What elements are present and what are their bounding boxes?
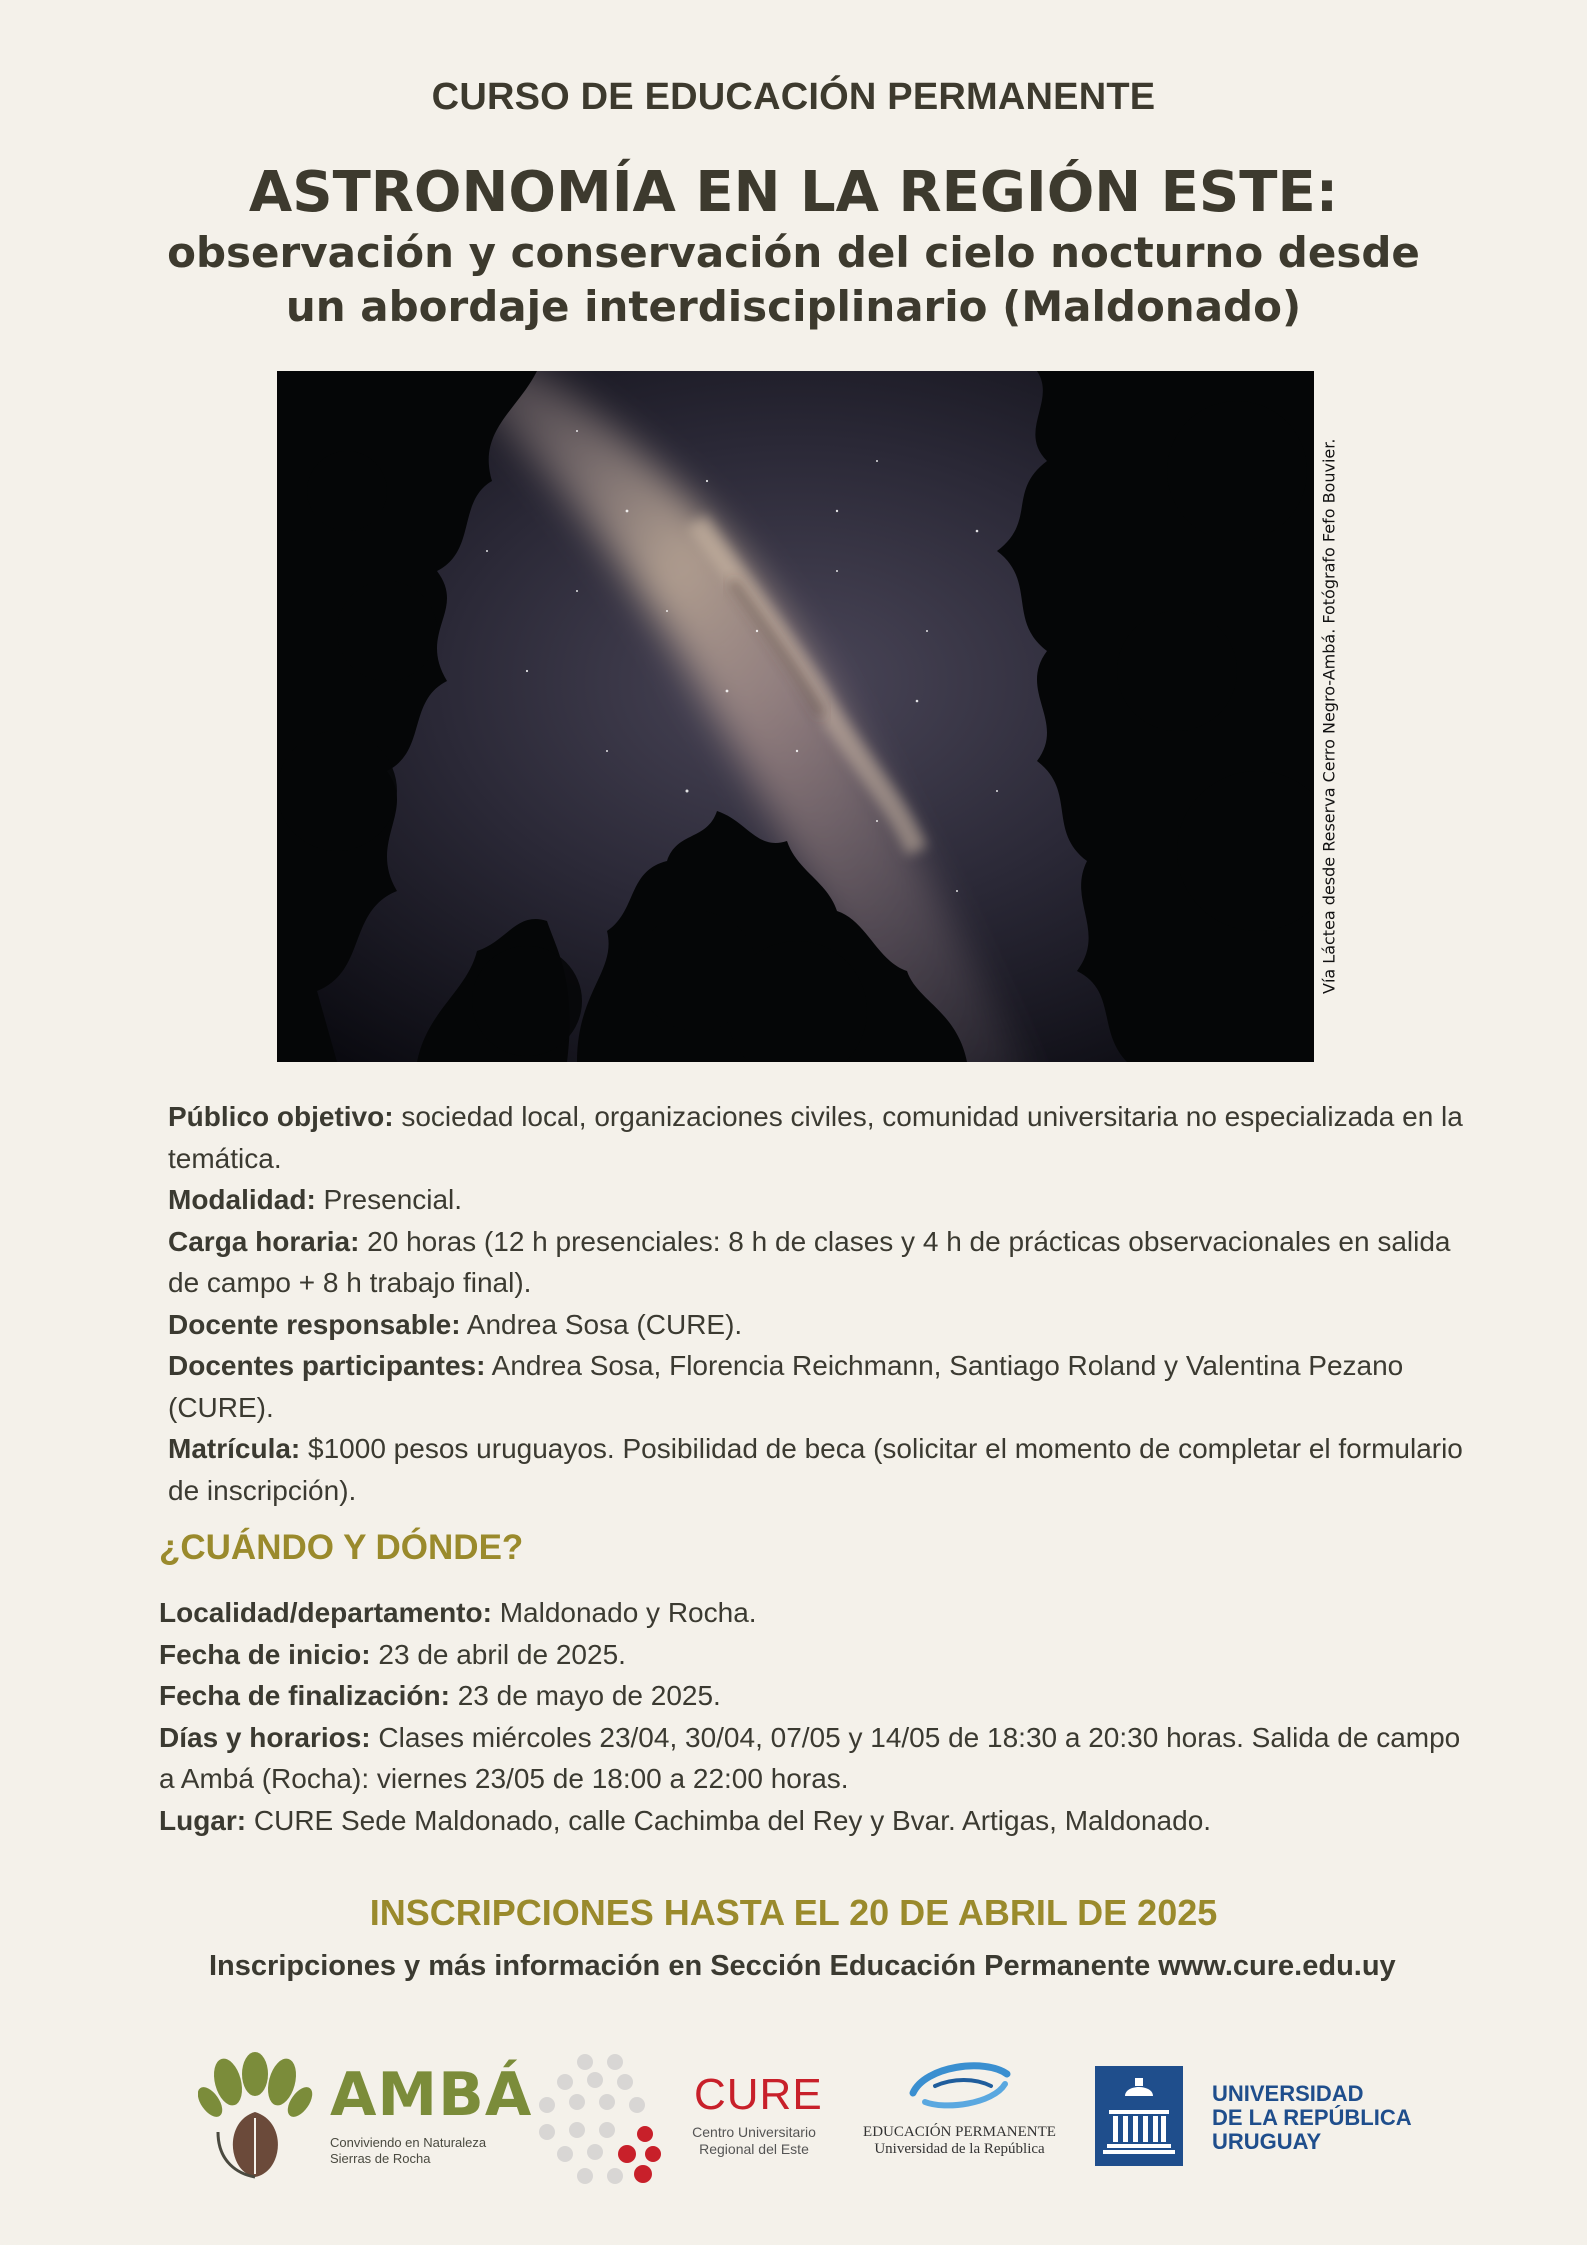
detail-schedule: Días y horarios: Clases miércoles 23/04, 30/04, 07/05 y 14/05 de 18:30 a 20:30 horas. Salida de campo a Ambá (Rocha): viernes 23/05 de 18:00 a 22:00 horas. — [159, 1721, 1461, 1794]
course-kicker: CURSO DE EDUCACIÓN PERMANENTE — [431, 76, 1156, 118]
detail-venue: Lugar: CURE Sede Maldonado, calle Cachimba del Rey y Bvar. Artigas, Maldonado. — [159, 1804, 1212, 1836]
course-details — [168, 1096, 1468, 1511]
course-title: ASTRONOMÍA EN LA REGIÓN ESTE: — [248, 160, 1339, 225]
educacion-permanente-logo-text: EDUCACIÓN PERMANENTE Universidad de la República — [863, 2124, 1056, 2157]
course-subtitle-line2: un abordaje interdisciplinario (Maldonado) — [285, 282, 1302, 331]
milky-way-photo — [277, 371, 1314, 1062]
when-where-heading: ¿CUÁNDO Y DÓNDE? — [159, 1528, 524, 1567]
detail-end-date: Fecha de finalización: 23 de mayo de 2025. — [159, 1680, 721, 1711]
more-info-line: Inscripciones y más información en Sección Educación Permanente www.cure.edu.uy — [209, 1950, 1396, 1982]
when-where-details — [159, 1592, 1479, 1841]
cure-dots-icon — [535, 2050, 675, 2190]
detail-target-audience: Público objetivo: sociedad local, organizaciones civiles, comunidad universitaria no especializada en la temática. — [168, 1101, 1463, 1174]
detail-hours: Carga horaria: 20 horas (12 h presenciales: 8 h de clases y 4 h de prácticas observacionales en salida de campo + 8 h trabajo final). — [168, 1225, 1451, 1298]
detail-lead-teacher: Docente responsable: Andrea Sosa (CURE). — [168, 1308, 743, 1340]
cure-logo-text: CURE — [694, 2070, 823, 2119]
amba-logo-text: AMBÁ — [330, 2060, 533, 2130]
course-subtitle-line1: observación y conservación del cielo nocturno desde — [167, 228, 1420, 277]
amba-tagline: Conviviendo en Naturaleza Sierras de Rocha — [330, 2135, 487, 2166]
cure-tagline: Centro Universitario Regional del Este — [692, 2124, 816, 2157]
photo-credit: Vía Láctea desde Reserva Cerro Negro-Ambá. Fotógrafo Fefo Bouvier. — [1319, 438, 1339, 995]
partner-logos — [0, 2040, 1587, 2190]
udelar-logo-text: UNIVERSIDAD DE LA REPÚBLICA URUGUAY — [1212, 2081, 1412, 2154]
registration-deadline: INSCRIPCIONES HASTA EL 20 DE ABRIL DE 2025 — [369, 1892, 1218, 1933]
detail-location: Localidad/departamento: Maldonado y Rocha. — [159, 1597, 757, 1628]
amba-leaf-icon — [198, 2052, 313, 2182]
detail-teachers: Docentes participantes: Andrea Sosa, Florencia Reichmann, Santiago Roland y Valentina Pezano (CURE). — [168, 1350, 1404, 1423]
detail-fee: Matrícula: $1000 pesos uruguayos. Posibilidad de beca (solicitar el momento de completar el formulario de inscripción). — [168, 1433, 1463, 1506]
educacion-permanente-swoosh-icon — [905, 2058, 1015, 2113]
detail-start-date: Fecha de inicio: 23 de abril de 2025. — [159, 1638, 626, 1670]
detail-modality: Modalidad: Presencial. — [168, 1184, 463, 1215]
udelar-shield-icon — [1095, 2066, 1183, 2166]
